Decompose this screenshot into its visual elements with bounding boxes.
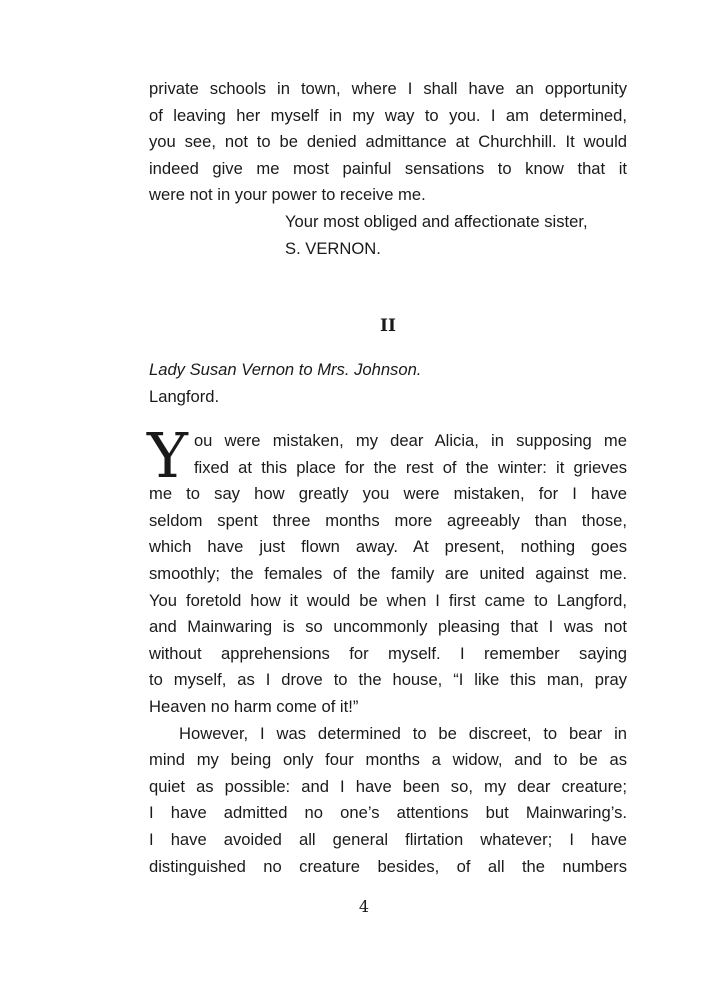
- text-line: seldom spent three months more agreeably than those,: [149, 510, 627, 530]
- page-number: 4: [358, 897, 370, 916]
- letter-paragraph-1: [147, 419, 627, 721]
- text-line: private schools in town, where I shall have an opportunity: [149, 79, 627, 98]
- closing-signature: S. VERNON.: [285, 238, 381, 258]
- text-line: I have admitted no one’s attentions but Mainwaring’s.: [149, 803, 627, 823]
- text-line: quiet as possible: and I have been so, my dear creature;: [149, 776, 627, 796]
- page-content: [147, 76, 627, 876]
- text-line: of leaving her myself in my way to you. I am determined,: [149, 105, 627, 125]
- text-line: me to say how greatly you were mistaken, for I have: [149, 484, 627, 504]
- letter-paragraph-2: [149, 721, 627, 881]
- text-line: without apprehensions for myself. I remember saying: [149, 643, 627, 663]
- letter-place: Langford.: [149, 387, 220, 406]
- text-line: Heaven no harm come of it!”: [149, 696, 359, 716]
- text-line: to myself, as I drove to the house, “I like this man, pray: [149, 670, 627, 690]
- text-line: were not in your power to receive me.: [149, 185, 426, 205]
- text-line: and Mainwaring is so uncommonly pleasing that I was not: [149, 617, 627, 637]
- letter-title: Lady Susan Vernon to Mrs. Johnson.: [149, 360, 422, 379]
- letter-closing: [285, 209, 627, 262]
- text-line: you see, not to be denied admittance at Churchhill. It would: [149, 132, 627, 152]
- text-line: I have avoided all general flirtation whatever; I have: [149, 829, 627, 849]
- letter-body: [147, 419, 627, 880]
- text-line: which have just flown away. At present, nothing goes: [149, 537, 627, 557]
- closing-salutation: Your most obliged and affectionate sister,: [285, 211, 588, 231]
- drop-cap: Y: [147, 419, 188, 492]
- text-line: mind my being only four months a widow, and to be as: [149, 750, 627, 770]
- text-line: ou were mistaken, my dear Alicia, in supposing me: [193, 431, 627, 450]
- top-paragraph: [149, 76, 627, 209]
- chapter-number: II: [380, 316, 396, 336]
- text-line: distinguished no creature besides, of all the numbers: [149, 856, 627, 876]
- text-line: indeed give me most painful sensations to know that it: [149, 158, 627, 178]
- text-line: fixed at this place for the rest of the winter: it grieves: [193, 457, 627, 477]
- text-line: However, I was determined to be discreet, to bear in: [179, 723, 627, 743]
- text-line: You foretold how it would be when I first came to Langford,: [149, 590, 627, 610]
- text-line: smoothly; the females of the family are united against me.: [149, 563, 627, 583]
